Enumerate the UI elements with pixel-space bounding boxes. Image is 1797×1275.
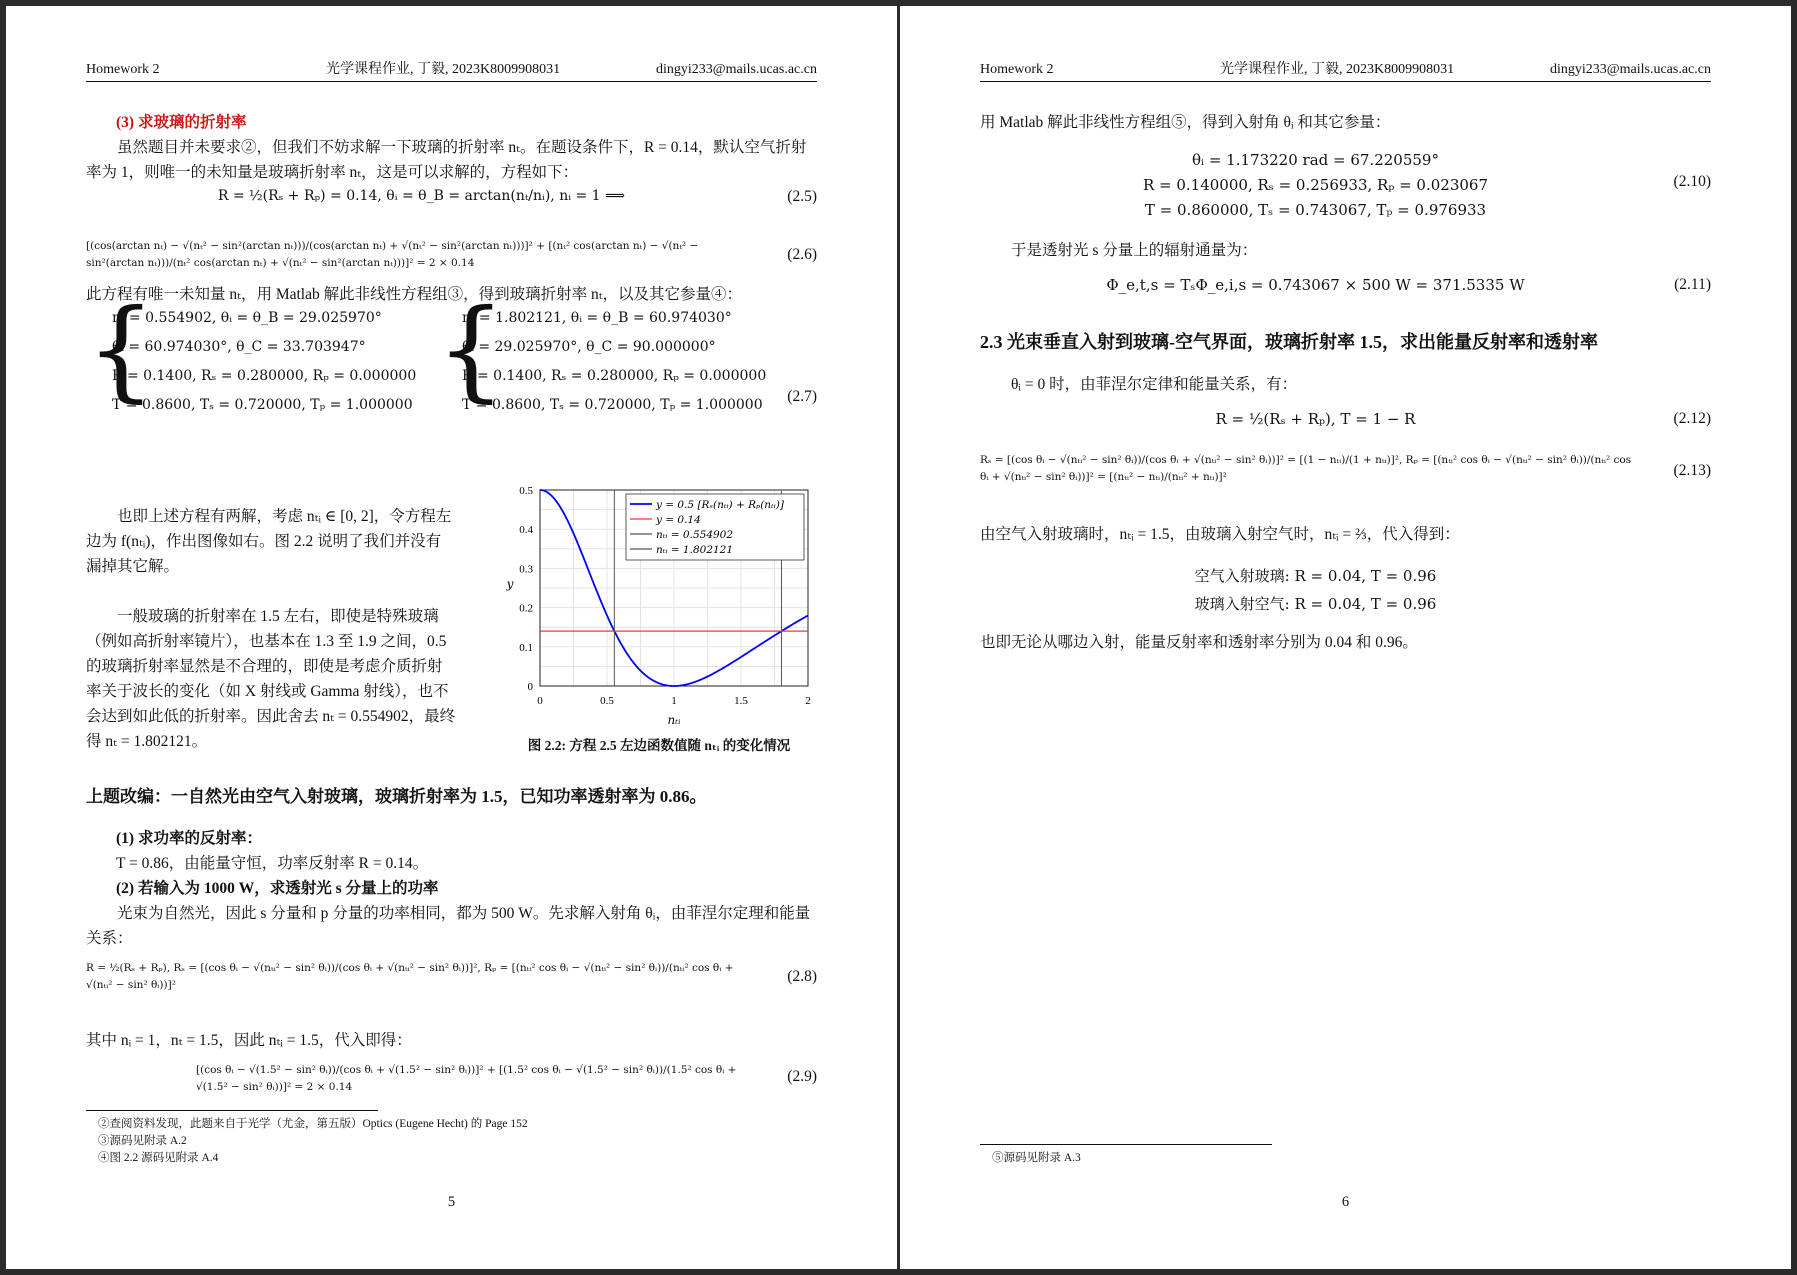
equation-2-5 [86,188,817,218]
chart-svg [494,484,824,734]
y-tick-label: 0 [527,681,533,693]
header-left: Homework 2 [86,62,160,77]
x-tick-label: 2 [805,695,811,707]
page-header [980,56,1711,82]
legend-label: y = 0.14 [656,514,701,526]
paragraph-5: 也即无论从哪边入射，能量反射率和透射率分别为 0.04 和 0.96。 [980,634,1418,651]
y-tick-label: 0.2 [519,602,533,615]
equation-2-13-number: (2.13) [1673,462,1711,479]
legend-label: y = 0.5 [Rₛ(nₜᵢ) + Rₚ(nₜᵢ)] [656,499,784,511]
footnote-5: ⑤源码见附录 A.3 [992,1152,1081,1164]
figure-caption: 图 2.2: 方程 2.5 左边函数值随 nₜᵢ 的变化情况 [527,738,791,753]
subsection-3-title: (3) 求玻璃的折射率 [116,114,247,131]
x-axis-label: nₜᵢ [667,713,681,727]
equation-2-12-body: R = ½(Rₛ + Rₚ), T = 1 − R [1215,410,1416,428]
footnote-rule [86,1110,378,1111]
equation-2-5-body: R = ½(Rₛ + Rₚ) = 0.14, θᵢ = θ_B = arctan(nₜ/nᵢ), nᵢ = 1 ⟹ [217,188,626,204]
legend-label: nₜᵢ = 1.802121 [656,544,734,556]
equation-2-11 [980,276,1711,306]
brace-right-system: { [436,285,506,413]
y-tick-label: 0.4 [519,524,533,537]
subproblem-2-title: (2) 若输入为 1000 W，求透射光 s 分量上的功率 [116,880,439,897]
paragraph-5: 光束为自然光，因此 s 分量和 p 分量的功率相同，都为 500 W。先求解入射角 θᵢ，由菲涅尔定理和能量关系： [86,905,811,947]
header-email: dingyi233@mails.ucas.ac.cn [655,62,817,77]
equation-2-10-body [980,148,1651,223]
result-glass-to-air: 玻璃入射空气: R = 0.04, T = 0.96 [1194,595,1437,613]
brace-left-system: { [86,285,156,413]
paragraph-3: θᵢ = 0 时，由菲涅尔定律和能量关系，有： [1011,376,1298,393]
y-axis-label: y [506,577,514,591]
legend-label: nₜᵢ = 0.554902 [656,529,734,541]
paragraph-3: 也即上述方程有两解，考虑 nₜᵢ ∈ [0, 2]，令方程左边为 f(nₜᵢ)，作出图像如右。图 2.2 说明了我们并没有漏掉其它解。 [86,508,452,575]
result-air-to-glass: 空气入射玻璃: R = 0.04, T = 0.96 [1194,567,1437,585]
sys1-line-4: T = 0.8600, Tₛ = 0.720000, Tₚ = 1.000000 [112,397,413,413]
equation-2-13-body: Rₛ = [(cos θᵢ − √(nₜᵢ² − sin² θᵢ))/(cos θᵢ + √(nₜᵢ² − sin² θᵢ))]² = [(1 − nₜᵢ)/(1 + nₜᵢ)]², Rₚ = [(nₜᵢ² cos θᵢ − √(nₜᵢ² − sin² θᵢ))/(nₜᵢ² cos θᵢ + √(nₜᵢ² − sin² θᵢ))]² = [(nₜᵢ² − nₜᵢ)/(nₜᵢ² + nₜᵢ)]² [980,454,1632,483]
y-tick-label: 0.5 [519,485,533,497]
y-tick-label: 0.3 [519,563,533,576]
y-tick-label: 0.1 [519,641,533,654]
equation-2-8-body: R = ½(Rₛ + Rₚ), Rₛ = [(cos θᵢ − √(nₜᵢ² − sin² θᵢ))/(cos θᵢ + √(nₜᵢ² − sin² θᵢ))]², Rₚ = [(nₜᵢ² cos θᵢ − √(nₜᵢ² − sin² θᵢ))/(nₜᵢ² cos θᵢ + √(nₜᵢ² − sin² θᵢ))]² [86,962,734,991]
paragraph-2: 此方程有唯一未知量 nₜ，用 Matlab 解此非线性方程组③，得到玻璃折射率 nₜ，以及其它参量④： [86,286,743,303]
results-block [980,562,1711,618]
page-5 [6,6,897,1269]
paragraph-1: 虽然题目并未要求②，但我们不妨求解一下玻璃的折射率 nₜ。在题设条件下，R = 0.14，默认空气折射率为 1，则唯一的未知量是玻璃折射率 nₜ，这是可以求解的，方程如下： [86,139,807,181]
paragraph-6: 其中 nᵢ = 1，nₜ = 1.5，因此 nₜᵢ = 1.5，代入即得： [86,1032,412,1049]
page-header [86,56,817,82]
x-tick-label: 1 [671,695,677,707]
equation-2-6 [86,238,817,278]
equation-2-10-number: (2.10) [1673,173,1711,190]
equation-2-6-number: (2.6) [787,246,817,263]
sys2-line-3: R = 0.1400, Rₛ = 0.280000, Rₚ = 0.000000 [462,368,767,384]
equation-2-11-number: (2.11) [1674,276,1711,293]
sys2-line-1: nₜ = 1.802121, θᵢ = θ_B = 60.974030° [462,310,732,326]
results-body [980,562,1651,618]
page-number: 5 [447,1194,456,1210]
figure-2-2 [494,484,824,754]
equation-2-12 [980,410,1711,440]
paragraph-4: 由空气入射玻璃时，nₜᵢ = 1.5，由玻璃入射空气时，nₜᵢ = ⅔，代入得到： [980,526,1460,543]
equation-2-11-body: Φ_e,t,s = TₛΦ_e,i,s = 0.743067 × 500 W = 371.5335 W [1106,276,1525,294]
equation-2-5-number: (2.5) [787,188,817,205]
footnote-rule [980,1144,1272,1145]
subproblem-1-title: (1) 求功率的反射率： [116,830,262,847]
eq-2-10-line-1: θᵢ = 1.173220 rad = 67.220559° [1192,151,1439,169]
header-email: dingyi233@mails.ucas.ac.cn [1549,62,1711,77]
sys2-line-2: θₜ = 29.025970°, θ_C = 90.000000° [462,339,716,355]
equation-2-13 [980,452,1711,496]
equation-2-12-number: (2.12) [1673,410,1711,427]
equation-2-9-number: (2.9) [787,1068,817,1085]
x-tick-label: 1.5 [734,695,748,707]
paragraph-4: 一般玻璃的折射率在 1.5 左右，即使是特殊玻璃（例如高折射率镜片），也基本在 1.3 至 1.9 之间，0.5 的玻璃折射率显然是不合理的，即使是考虑介质折射率关于波长的变化（如 X 射线或 Gamma 射线），也不会达到如此低的折射率。因此舍去 nₜ = 0.554902，最终得 nₜ = 1.802121。 [86,608,456,750]
footnote-2: ②查阅资料发现，此题来自于光学（尤金，第五版）Optics (Eugene Hecht) 的 Page 152 [98,1118,528,1130]
eq-2-10-line-3: T = 0.860000, Tₛ = 0.743067, Tₚ = 0.976933 [1144,201,1487,219]
footnote-3: ③源码见附录 A.2 [98,1135,187,1147]
sys1-line-2: θₜ = 60.974030°, θ_C = 33.703947° [112,339,366,355]
x-tick-label: 0 [537,695,543,707]
equation-2-9-body: [(cos θᵢ − √(1.5² − sin² θᵢ))/(cos θᵢ + √(1.5² − sin² θᵢ))]² + [(1.5² cos θᵢ − √(1.5² − sin² θᵢ))/(1.5² cos θᵢ + √(1.5² − sin² θᵢ))]² = 2 × 0.14 [196,1064,737,1093]
page-number: 6 [1341,1194,1350,1210]
header-center: 光学课程作业, 丁毅, 2023K8009908031 [1220,62,1455,77]
header-left: Homework 2 [980,62,1054,77]
page-6 [900,6,1791,1269]
section-2-3-title: 2.3 光束垂直入射到玻璃-空气界面，玻璃折射率 1.5，求出能量反射率和透射率 [980,332,1598,352]
paragraph-2: 于是透射光 s 分量上的辐射通量为： [1011,242,1258,259]
equation-2-9 [86,1062,817,1102]
equation-2-8-number: (2.8) [787,968,817,985]
equation-2-7-number: (2.7) [787,388,817,405]
sys2-line-4: T = 0.8600, Tₛ = 0.720000, Tₚ = 1.000000 [462,397,763,413]
subproblem-1-text: T = 0.86，由能量守恒，功率反射率 R = 0.14。 [116,855,429,872]
sys1-line-1: nₜ = 0.554902, θᵢ = θ_B = 29.025970° [112,310,382,326]
header-center: 光学课程作业, 丁毅, 2023K8009908031 [326,62,561,77]
paragraph-1: 用 Matlab 解此非线性方程组⑤，得到入射角 θᵢ 和其它参量： [980,114,1391,131]
footnote-4: ④图 2.2 源码见附录 A.4 [98,1152,219,1164]
equation-2-7 [86,388,817,418]
x-tick-label: 0.5 [600,695,614,707]
sys1-line-3: R = 0.1400, Rₛ = 0.280000, Rₚ = 0.000000 [112,368,417,384]
equation-2-6-body: [(cos(arctan nₜ) − √(nₜ² − sin²(arctan nₜ)))/(cos(arctan nₜ) + √(nₜ² − sin²(arctan nₜ)))]² + [(nₜ² cos(arctan nₜ) − √(nₜ² − sin²(arctan nₜ)))/(nₜ² cos(arctan nₜ) + √(nₜ² − sin²(arctan nₜ)))]² = 2 × 0.14 [86,240,699,269]
equation-2-8 [86,960,817,1004]
equation-2-10 [980,148,1711,228]
eq-2-10-line-2: R = 0.140000, Rₛ = 0.256933, Rₚ = 0.023067 [1142,176,1489,194]
adapted-problem-title: 上题改编：一自然光由空气入射玻璃，玻璃折射率为 1.5，已知功率透射率为 0.86。 [86,787,707,806]
